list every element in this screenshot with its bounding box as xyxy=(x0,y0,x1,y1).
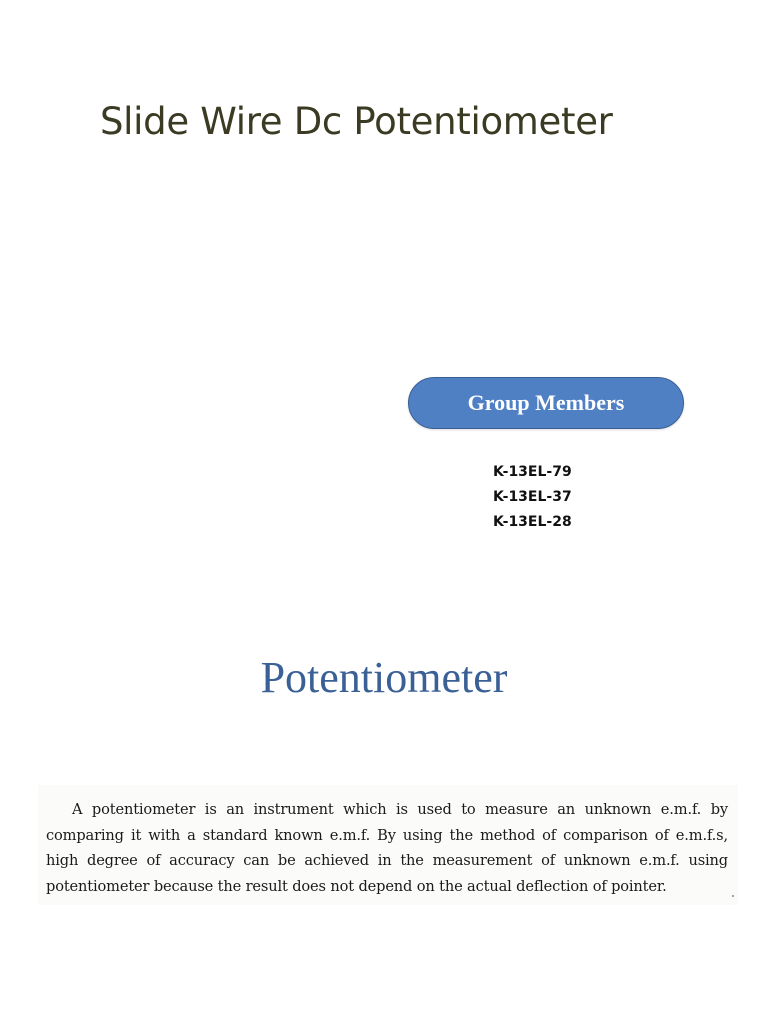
group-members-badge xyxy=(408,377,684,429)
scanned-text-block xyxy=(38,785,738,905)
slide-title: Slide Wire Dc Potentiometer xyxy=(100,100,613,143)
member-id: K-13EL-28 xyxy=(493,514,572,530)
section-title: Potentiometer xyxy=(260,653,508,702)
member-id: K-13EL-37 xyxy=(493,489,572,505)
scan-speck xyxy=(732,895,734,897)
group-members-label: Group Members xyxy=(467,390,625,415)
definition-paragraph: A potentiometer is an instrument which is used to measure an unknown e.m.f. by comparing it with a standard known e.m.f. By using the method of comparison of e.m.f.s, high degree of accuracy can be achieved in the measurement of unknown e.m.f. using potentiometer because the result does not depend on the actual deflection of pointer. xyxy=(46,801,728,895)
member-id: K-13EL-79 xyxy=(493,464,572,480)
member-list xyxy=(493,460,572,535)
